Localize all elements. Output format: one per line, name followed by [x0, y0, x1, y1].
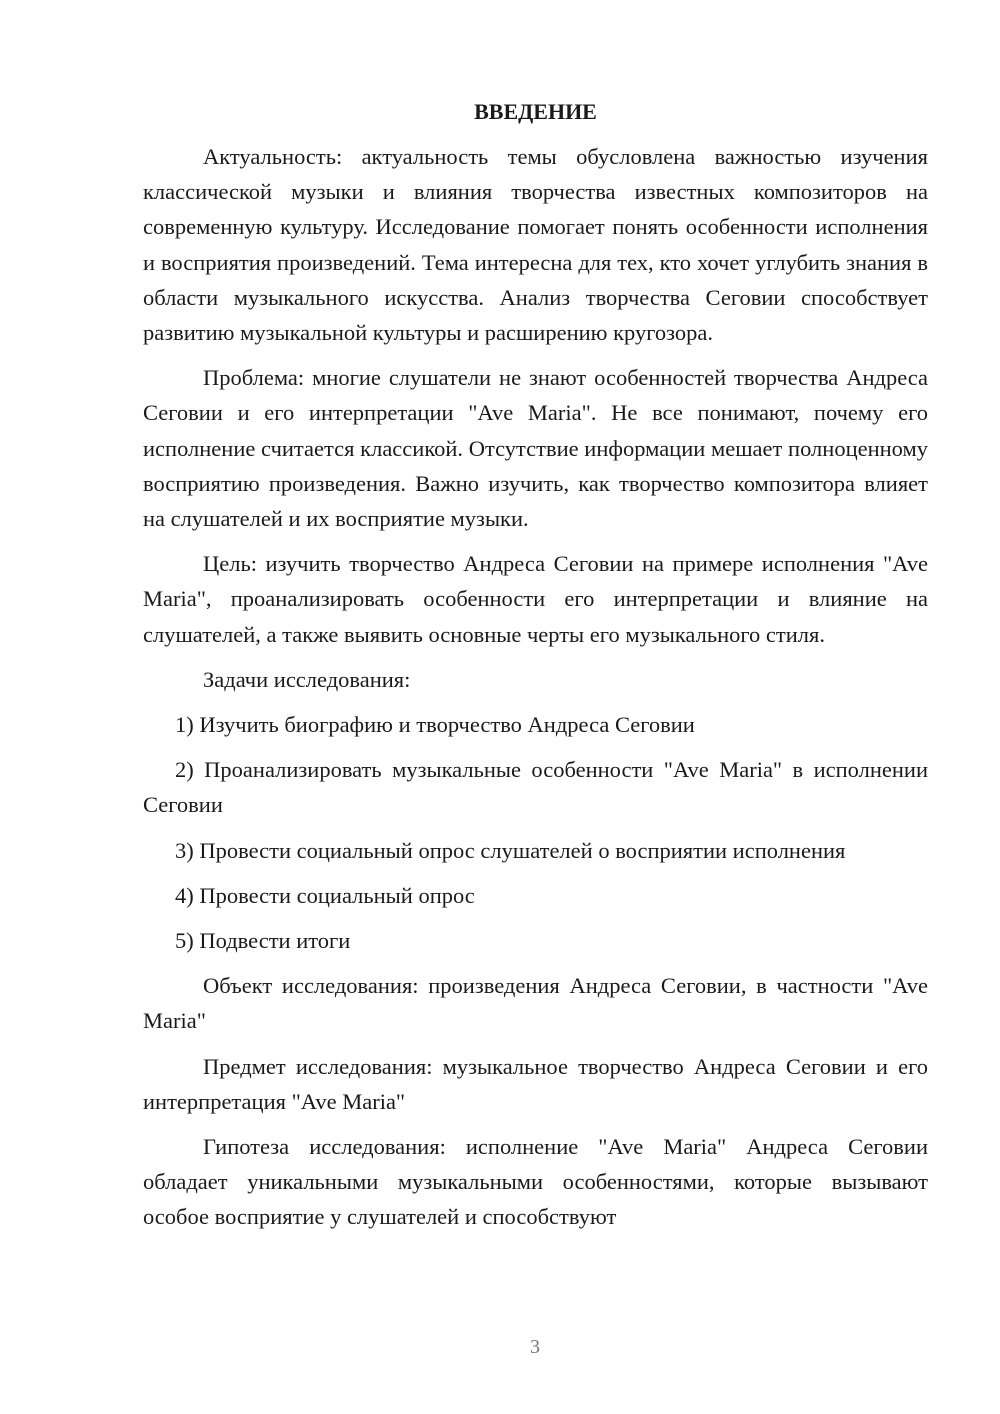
- task-item-4: 4) Провести социальный опрос: [175, 882, 475, 908]
- paragraph-relevance: Актуальность: актуальность темы обусловлена важностью изучения классической музыки и влияния творчества известных композиторов на современную культуру. Исследование помогает понять особенности исполнения и восприятия произведений. Тема интересна для тех, кто хочет углубить знания в области музыкального искусства. Анализ творчества Сеговии способствует развитию музыкальной культуры и расширению кругозора.: [143, 144, 928, 346]
- task-item-1: 1) Изучить биографию и творчество Андреса Сеговии: [175, 712, 695, 738]
- paragraph-subject: Предмет исследования: музыкальное творчество Андреса Сеговии и его интерпретация "Ave Maria": [143, 1053, 928, 1114]
- paragraph-goal: Цель: изучить творчество Андреса Сеговии на примере исполнения "Ave Maria", проанализировать особенности его интерпретации и влияние на слушателей, а также выявить основные черты его музыкального стиля.: [143, 551, 928, 647]
- paragraph-problem: Проблема: многие слушатели не знают особенностей творчества Андреса Сеговии и его интерпретации "Ave Maria". Не все понимают, почему его исполнение считается классикой. Отсутствие информации мешает полноценному восприятию произведения. Важно изучить, как творчество композитора влияет на слушателей и их восприятие музыки.: [143, 365, 928, 532]
- task-item-2: 2) Проанализировать музыкальные особенности "Ave Maria" в исполнении Сеговии: [143, 757, 928, 818]
- task-item-3: 3) Провести социальный опрос слушателей о восприятии исполнения: [175, 837, 846, 863]
- page-content: [143, 94, 928, 1245]
- tasks-heading: Задачи исследования:: [203, 666, 411, 692]
- page-number: 3: [530, 1336, 540, 1358]
- task-item-5: 5) Подвести итоги: [175, 928, 351, 954]
- section-heading: ВВЕДЕНИЕ: [474, 99, 597, 124]
- paragraph-object: Объект исследования: произведения Андреса Сеговии, в частности "Ave Maria": [143, 973, 928, 1034]
- paragraph-hypothesis: Гипотеза исследования: исполнение "Ave Maria" Андреса Сеговии обладает уникальными музыкальными особенностями, которые вызывают особое восприятие у слушателей и способствуют: [143, 1134, 928, 1230]
